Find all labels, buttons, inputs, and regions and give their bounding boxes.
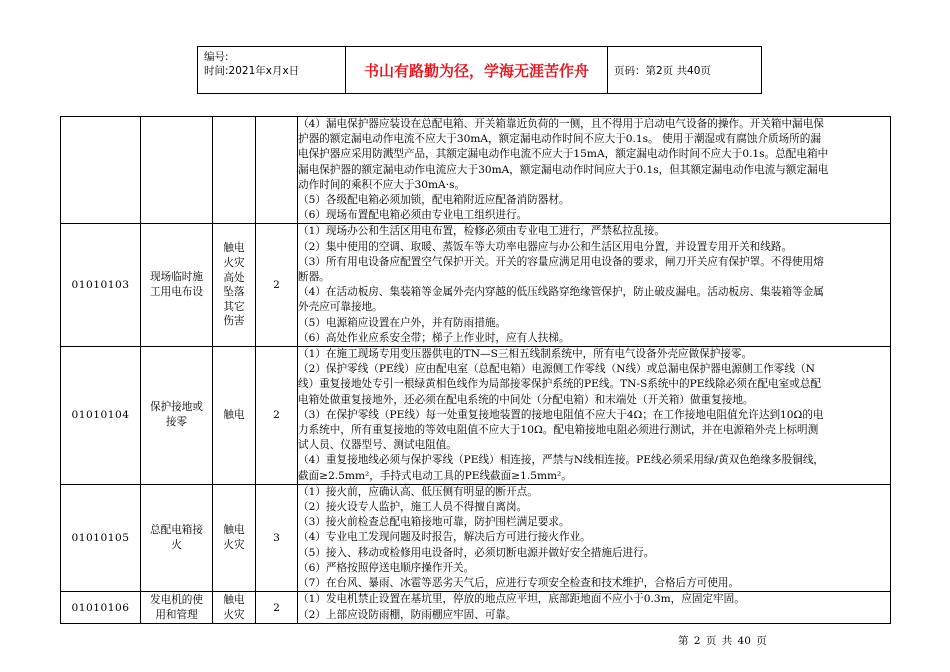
table-row xyxy=(61,117,891,224)
table-row xyxy=(61,347,891,485)
item-name-cell xyxy=(141,224,213,347)
requirement-line: （1）现场办公和生活区用电布置，检修必须由专业电工进行，严禁私拉乱接。 xyxy=(298,225,665,238)
risk-level-cell: 2 xyxy=(256,347,298,485)
requirement-line: 线）重复接地处专引一根绿黄相色线作为局部接零保护系统的PE线。TN-S系统中的PE线除必须在配电室或总配 xyxy=(298,378,822,391)
item-name-line: 现场临时施 xyxy=(150,271,203,284)
requirement-line: 断器。 xyxy=(298,271,330,284)
item-code-cell: 01010104 xyxy=(61,347,141,485)
hazard-cell xyxy=(213,224,256,347)
item-name-cell xyxy=(141,347,213,485)
table-row xyxy=(61,592,891,623)
requirement-line: （4）漏电保护器应装设在总配电箱、开关箱靠近负荷的一侧，且不得用于启动电气设备的操作。开关箱中漏电保 xyxy=(298,118,824,130)
requirement-line: 试人员、仪器型号、测试电阻值。 xyxy=(298,439,457,452)
requirement-line: （1）在施工现场专用变压器供电的TN—S三相五线制系统中，所有电气设备外壳应做保护接零。 xyxy=(298,348,753,361)
safety-measures-table xyxy=(60,116,891,624)
header-page-label: 页码：第2页 共40页 xyxy=(614,64,711,77)
hazard-cell xyxy=(213,484,256,591)
requirement-line: （5）接入、移动或检修用电设备时，必须切断电源并做好安全措施后进行。 xyxy=(298,546,655,559)
requirement-line: 力系统中，所有重复接地的等效电阻值不应大于10Ω。配电箱接地电阻必须进行测试，并在电源箱外壳上标明测 xyxy=(298,424,819,437)
item-name-cell xyxy=(141,592,213,623)
requirement-line: （2）上部应设防雨棚，防雨棚应牢固、可靠。 xyxy=(298,608,517,621)
page-header xyxy=(197,46,762,94)
requirement-line: （5）各级配电箱必须加锁，配电箱附近应配备消防器材。 xyxy=(298,194,570,207)
risk-level-cell: 2 xyxy=(256,224,298,347)
item-name-line: 总配电箱接 xyxy=(150,524,203,537)
item-code-cell: 01010106 xyxy=(61,592,141,623)
requirement-line: 电箱处做重复接地外，还必须在配电系统的中间处（分配电箱）和末端处（开关箱）做重复接地。 xyxy=(298,393,754,406)
item-name-line: 工用电布设 xyxy=(150,286,203,299)
requirements-cell xyxy=(298,117,891,224)
requirement-line: 外壳应可靠接地。 xyxy=(298,301,383,314)
item-code-cell: 01010103 xyxy=(61,224,141,347)
item-name-cell xyxy=(141,484,213,591)
header-slogan: 书山有路勤为径，学海无涯苦作舟 xyxy=(346,47,608,93)
requirement-line: （2）接火设专人监护，施工人员不得擅自离岗。 xyxy=(298,501,528,514)
requirement-line: 电保护器应采用防溅型产品，其额定漏电动作电流不应大于15mA，额定漏电动作时间不应大于0.1s。总配电箱中 xyxy=(298,148,829,161)
page-footer: 第 2 页 共 40 页 xyxy=(678,635,767,647)
document-time-label: 时间:2021年x月x日 xyxy=(204,65,300,77)
header-meta xyxy=(198,47,346,93)
document-number-label: 编号: xyxy=(204,51,229,63)
item-name-cell xyxy=(141,117,213,224)
requirements-cell xyxy=(298,484,891,591)
requirement-line: （6）高处作业应系安全带；梯子上作业时，应有人扶梯。 xyxy=(298,331,570,344)
table-row xyxy=(61,224,891,347)
hazard-line: 触电 xyxy=(223,593,245,606)
requirement-line: （6）现场布置配电箱必须由专业电工组织进行。 xyxy=(298,209,528,222)
requirements-cell xyxy=(298,347,891,485)
hazard-line: 高处 xyxy=(223,271,245,284)
item-name-line: 用和管理 xyxy=(155,608,198,621)
hazard-line: 火灾 xyxy=(223,257,245,270)
item-name-line: 火 xyxy=(171,539,182,552)
requirements-cell xyxy=(298,592,891,623)
requirement-line: （4）专业电工发现问题及时报告，解决后方可进行接火作业。 xyxy=(298,531,591,544)
hazard-line: 坠落 xyxy=(223,286,245,299)
requirement-line: （7）在台风、暴雨、冰雹等恶劣天气后，应进行专项安全检查和技术维护，合格后方可使用。 xyxy=(298,577,740,590)
hazard-cell xyxy=(213,592,256,623)
requirement-line: 漏电保护器的额定漏电动作电流应大于30mA，额定漏电动作时间应大于0.1s，但其额定漏电动作电流与额定漏电 xyxy=(298,163,829,176)
item-code-cell: 01010105 xyxy=(61,484,141,591)
risk-level-cell: 3 xyxy=(256,484,298,591)
item-name-line: 发电机的使 xyxy=(150,593,203,606)
table-row xyxy=(61,484,891,591)
requirement-line: （4）重复接地线必须与保护零线（PE线）相连接，严禁与N线相连接。PE线必须采用绿/黄双色绝缘多股铜线， xyxy=(298,454,825,467)
hazard-line: 火灾 xyxy=(223,608,245,621)
requirement-line: （1）发电机禁止设置在基坑里，停放的地点应平坦，底部距地面不应小于0.3m，应固定牢固。 xyxy=(298,593,745,606)
requirement-line: （3）在保护零线（PE线）每一处重复接地装置的接地电阻值不应大于4Ω；在工作接地电阻值允许达到10Ω的电 xyxy=(298,408,824,421)
requirement-line: （2）保护零线（PE线）应由配电室（总配电箱）电源侧工作零线（N线）或总漏电保护器电源侧工作零线（N xyxy=(298,363,815,376)
risk-level-cell xyxy=(256,117,298,224)
item-name-line: 接零 xyxy=(165,416,188,429)
hazard-cell xyxy=(213,117,256,224)
requirement-line: （5）电源箱应设置在户外，并有防雨措施。 xyxy=(298,316,507,329)
requirement-line: （3）接火前检查总配电箱接地可靠，防护围栏满足要求。 xyxy=(298,516,570,529)
hazard-line: 火灾 xyxy=(223,539,245,552)
hazard-line: 伤害 xyxy=(223,315,245,328)
hazard-line: 触电 xyxy=(223,409,245,422)
requirement-line: （2）集中使用的空调、取暖、蒸饭车等大功率电器应与办公和生活区用电分置，并设置专用开关和线路。 xyxy=(298,240,793,253)
requirement-line: 截面≥2.5mm²，手持式电动工具的PE线截面≥1.5mm²。 xyxy=(298,469,572,482)
requirement-line: （3）所有用电设备应配置空气保护开关。开关的容量应满足用电设备的要求，闸刀开关应有保护罩。不得使用熔 xyxy=(298,255,824,268)
requirement-line: 护器的额定漏电动作电流不应大于30mA，额定漏电动作时间不应大于0.1s。 使用于潮湿或有腐蚀介质场所的漏 xyxy=(298,133,821,146)
hazard-line: 触电 xyxy=(223,242,245,255)
requirement-line: 动作时间的乘积不应大于30mA·s。 xyxy=(298,178,466,191)
risk-level-cell: 2 xyxy=(256,592,298,623)
requirement-line: （6）严格按照停送电顺序操作开关。 xyxy=(298,561,475,574)
requirement-line: （1）接火前，应确认高、低压侧有明显的断开点。 xyxy=(298,485,538,498)
requirement-line: （4）在活动板房、集装箱等金属外壳内穿越的低压线路穿绝缘管保护，防止破皮漏电。活动板房、集装箱等金属 xyxy=(298,286,824,299)
requirements-cell xyxy=(298,224,891,347)
hazard-line: 触电 xyxy=(223,524,245,537)
hazard-cell xyxy=(213,347,256,485)
item-name-line: 保护接地或 xyxy=(150,401,203,414)
item-code-cell xyxy=(61,117,141,224)
hazard-line: 其它 xyxy=(223,300,245,313)
